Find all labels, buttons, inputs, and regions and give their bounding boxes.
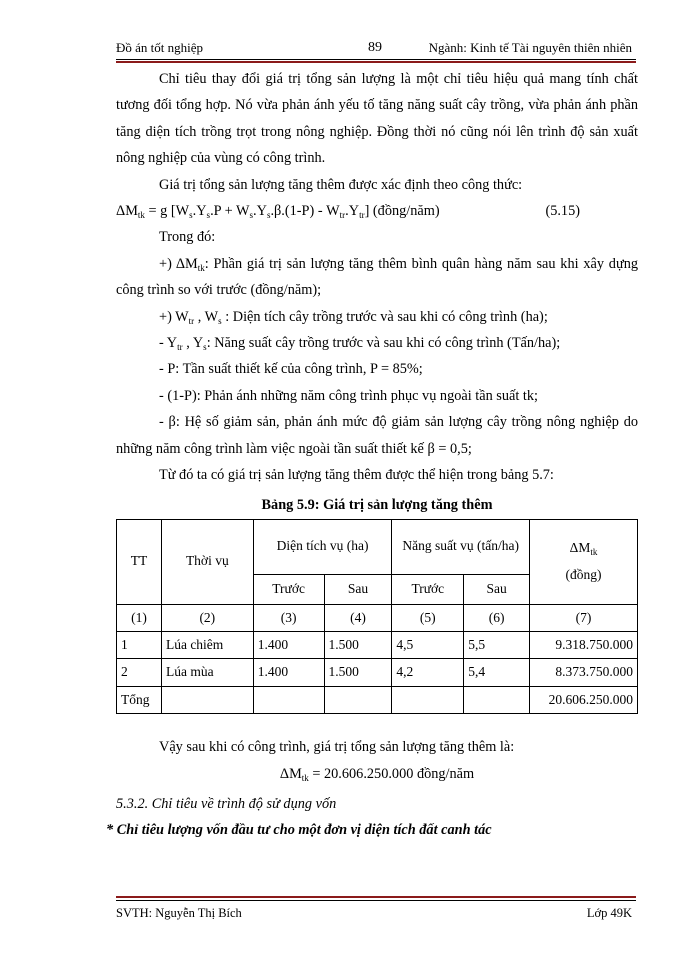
header-field: Ngành: Kinh tế Tài nguyên thiên nhiên bbox=[428, 40, 632, 55]
table-cell: 1.400 bbox=[253, 631, 324, 658]
table-cell: (4) bbox=[324, 604, 392, 631]
header-delta-m: $\Delta M_{tk}$ (đồng) bbox=[530, 519, 638, 604]
page-header bbox=[116, 36, 636, 58]
table-cell: 2 bbox=[117, 659, 162, 686]
table-cell: (5) bbox=[392, 604, 464, 631]
footer-author: SVTH: Nguyễn Thị Bích bbox=[116, 906, 242, 920]
header-rule-thick bbox=[116, 61, 636, 63]
footer-rule-thin bbox=[116, 900, 636, 901]
table-cell: (1) bbox=[117, 604, 162, 631]
header-document-type: Đồ án tốt nghiệp bbox=[116, 40, 204, 55]
footer-rule-thick bbox=[116, 896, 636, 898]
header-sau-area: Sau bbox=[324, 574, 392, 604]
result-formula: $\Delta M_{tk} = 20.606.250.000$ đồng/năm bbox=[279, 765, 475, 783]
table-cell: 5,5 bbox=[464, 631, 530, 658]
definition-delta-m: +) $\Delta M_{tk}$: Phần giá trị sản lượng tăng thêm bình quân hàng năm sau khi xây dựng công trình so với trước (đồng/năm); bbox=[116, 255, 638, 299]
total-value: 20.606.250.000 bbox=[530, 686, 638, 713]
page-number: 89 bbox=[368, 40, 382, 55]
table-cell: 1.400 bbox=[253, 659, 324, 686]
intro-paragraph: Chỉ tiêu thay đổi giá trị tổng sản lượng là một chỉ tiêu hiệu quả mang tính chất tương đối tổng hợp. Nó vừa phản ánh yếu tố tăng năng suất cây trồng, vừa phản ánh phần tăng diện tích trồng trọt trong nông nghiệp. Đồng thời nó cũng nói lên trình độ sản xuất nông nghiệp của vùng có công trình. bbox=[116, 71, 638, 167]
trong-do-label: Trong đó: bbox=[159, 229, 216, 246]
total-label: Tổng bbox=[117, 686, 162, 713]
table-cell bbox=[464, 686, 530, 713]
header-rule-thin bbox=[116, 59, 636, 60]
definition-1-minus-p: - (1-P): Phản ánh những năm công trình phục vụ ngoài tần suất tk; bbox=[159, 387, 539, 404]
definition-beta: - β: Hệ số giảm sản, phản ánh mức độ giảm sản lượng cây trồng nông nghiệp do những năm công trình làm việc ngoài tần suất thiết kế β = 0,5; bbox=[116, 414, 638, 457]
table-cell: 1.500 bbox=[324, 631, 392, 658]
table-cell bbox=[324, 686, 392, 713]
formula-5-15 bbox=[116, 198, 638, 224]
table-cell: 4,2 bbox=[392, 659, 464, 686]
value-table bbox=[116, 519, 638, 715]
table-cell bbox=[161, 686, 253, 713]
table-cell: (7) bbox=[530, 604, 638, 631]
table-total-row bbox=[117, 686, 638, 713]
formula-intro: Giá trị tổng sản lượng tăng thêm được xác định theo công thức: bbox=[159, 176, 523, 193]
definition-y: - $Y_{tr}$ , $Y_s$: Năng suất cây trồng trước và sau khi có công trình (Tấn/ha); bbox=[159, 335, 561, 353]
table-cell: (3) bbox=[253, 604, 324, 631]
definition-p: - P: Tần suất thiết kế của công trình, P = 85%; bbox=[159, 361, 423, 378]
formula-expression: $\Delta M_{tk} = g$ $[W_s.Y_s.P + W_s.Y_s.\beta.(1-P) - W_{tr}.Y_{tr}]$ (đồng/năm) bbox=[116, 203, 440, 221]
table-cell: 1 bbox=[117, 631, 162, 658]
header-sau-yield: Sau bbox=[464, 574, 530, 604]
header-thoi-vu: Thời vụ bbox=[161, 519, 253, 604]
table-cell: Lúa chiêm bbox=[161, 631, 253, 658]
header-truoc-yield: Trước bbox=[392, 574, 464, 604]
table-cell bbox=[253, 686, 324, 713]
table-row bbox=[117, 659, 638, 686]
table-intro: Từ đó ta có giá trị sản lượng tăng thêm được thể hiện trong bảng 5.7: bbox=[159, 467, 554, 484]
definition-w: +) $W_{tr}$ , $W_s$ : Diện tích cây trồng trước và sau khi có công trình (ha); bbox=[159, 308, 548, 326]
header-nang-suat: Năng suất vụ (tấn/ha) bbox=[392, 519, 530, 574]
header-truoc-area: Trước bbox=[253, 574, 324, 604]
header-dien-tich: Diện tích vụ (ha) bbox=[253, 519, 392, 574]
table-colnum-row bbox=[117, 604, 638, 631]
page-body bbox=[106, 66, 638, 844]
section-heading: 5.3.2. Chỉ tiêu về trình độ sử dụng vốn bbox=[116, 795, 337, 812]
table-cell bbox=[392, 686, 464, 713]
table-cell: 4,5 bbox=[392, 631, 464, 658]
table-cell: (2) bbox=[161, 604, 253, 631]
table-cell: 9.318.750.000 bbox=[530, 631, 638, 658]
table-row bbox=[117, 631, 638, 658]
table-cell: 1.500 bbox=[324, 659, 392, 686]
table-cell: (6) bbox=[464, 604, 530, 631]
table-cell: Lúa mùa bbox=[161, 659, 253, 686]
table-caption: Bảng 5.9: Giá trị sản lượng tăng thêm bbox=[261, 496, 493, 513]
footer-class: Lớp 49K bbox=[586, 906, 632, 920]
table-header-row bbox=[117, 519, 638, 574]
conclusion: Vậy sau khi có công trình, giá trị tổng sản lượng tăng thêm là: bbox=[159, 739, 515, 756]
formula-number: (5.15) bbox=[545, 203, 580, 220]
header-tt: TT bbox=[117, 519, 162, 604]
subsection-heading: * Chỉ tiêu lượng vốn đầu tư cho một đơn vị diện tích đất canh tác bbox=[106, 822, 492, 839]
table-cell: 5,4 bbox=[464, 659, 530, 686]
table-cell: 8.373.750.000 bbox=[530, 659, 638, 686]
